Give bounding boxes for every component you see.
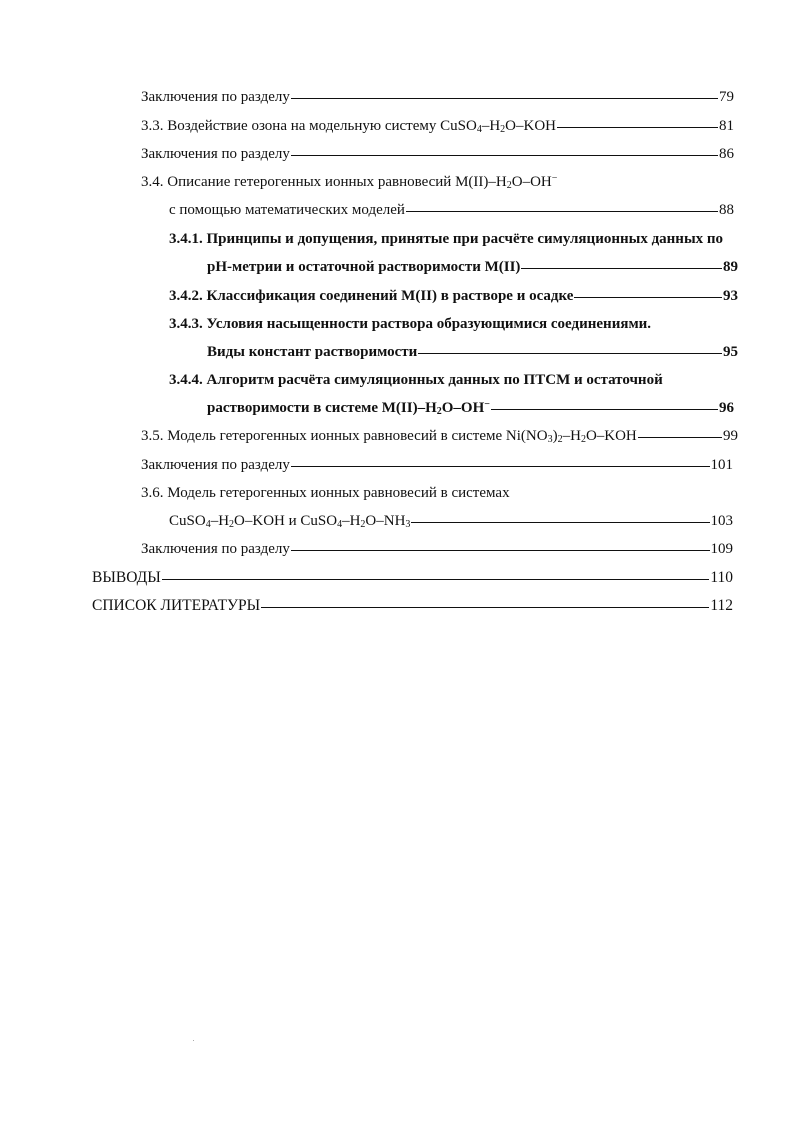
toc-entry-title: Заключения по разделу [141,89,290,105]
toc-entry-title: 3.4.4. Алгоритм расчёта симуляционных данных по ПТСМ и остаточной [169,372,663,388]
toc-entry-title: Заключения по разделу [141,146,290,162]
toc-entry-title: СПИСОК ЛИТЕРАТУРЫ [92,597,261,614]
toc-entry [141,427,738,445]
toc-leader [638,437,722,438]
toc-entry-page: 88 [719,202,734,218]
toc-entry-page: 95 [723,344,738,360]
toc-leader [291,98,718,99]
toc-leader [521,268,722,269]
toc-entry-page: 103 [710,513,733,529]
toc-entry [169,230,734,248]
toc-entry-title: Виды констант растворимости [207,344,418,360]
toc-entry-title: 3.4.3. Условия насыщенности раствора образующимися соединениями. [169,316,652,332]
toc-entry-title: 3.4.1. Принципы и допущения, принятые при расчёте симуляционных данных по [169,231,724,247]
toc-leader [411,522,709,523]
toc-entry-page: 110 [710,569,733,586]
toc-entry [141,456,733,474]
toc-entry [169,287,738,305]
toc-entry-title: 3.4.2. Классификация соединений M(II) в растворе и осадке [169,288,574,304]
scan-speck [193,1040,194,1041]
toc-entry-page: 86 [719,146,734,162]
toc-entry [92,569,733,587]
toc-entry-title: с помощью математических моделей [169,202,405,218]
toc-entry [169,371,738,389]
toc-entry-title: 3.3. Воздействие озона на модельную систему $CuSO_4-H_2O$–KOH [141,118,556,135]
toc-entry [207,399,734,417]
toc-entry [207,343,738,361]
toc-leader [574,297,722,298]
toc-leader [291,466,710,467]
toc-leader [162,579,710,580]
toc-entry [141,173,734,191]
toc-entry-page: 93 [723,288,738,304]
toc-entry-page: 79 [719,89,734,105]
toc-entry [141,484,738,502]
toc-entry [141,540,733,558]
toc-leader [418,353,722,354]
toc-entry [92,597,733,615]
toc-entry [169,201,734,219]
toc-entry [141,88,734,106]
toc-entry [169,315,738,333]
toc-entry-title: 3.6. Модель гетерогенных ионных равновесий в системах [141,485,510,501]
toc-entry-page: 99 [723,428,738,444]
toc-entry [141,145,734,163]
toc-entry-page: 112 [710,597,733,614]
toc-entry-page: 109 [710,541,733,557]
toc-leader [291,550,710,551]
toc-entry-title: Заключения по разделу [141,541,290,557]
toc-entry-title: 3.5. Модель гетерогенных ионных равновесий в системе $Ni(NO_3)_2-H_2O$–KOH [141,428,637,445]
toc-leader [557,127,718,128]
toc-entry [169,512,733,530]
toc-entry-title: 3.4. Описание гетерогенных ионных равновесий $M(II)-H_2O-OH^-$ [141,173,558,191]
toc-entry-title: $CuSO_4-H_2O$–KOH и $CuSO_4-H_2O-NH_3$ [169,513,411,530]
toc-entry-title: растворимости в системе $M(II)-H_2O-OH^-$ [207,399,490,417]
toc-entry [207,258,738,276]
toc-entry-title: ВЫВОДЫ [92,569,161,586]
toc-entry [141,117,734,135]
toc-entry-title: pH-метрии и остаточной растворимости M(II) [207,259,521,275]
toc-leader [491,409,718,410]
toc-entry-page: 101 [710,457,733,473]
toc-leader [406,211,718,212]
toc-leader [261,607,709,608]
toc-entry-page: 81 [719,118,734,134]
toc-entry-page: 89 [723,259,738,275]
toc-entry-title: Заключения по разделу [141,457,290,473]
toc-leader [291,155,718,156]
toc-entry-page: 96 [719,400,734,416]
